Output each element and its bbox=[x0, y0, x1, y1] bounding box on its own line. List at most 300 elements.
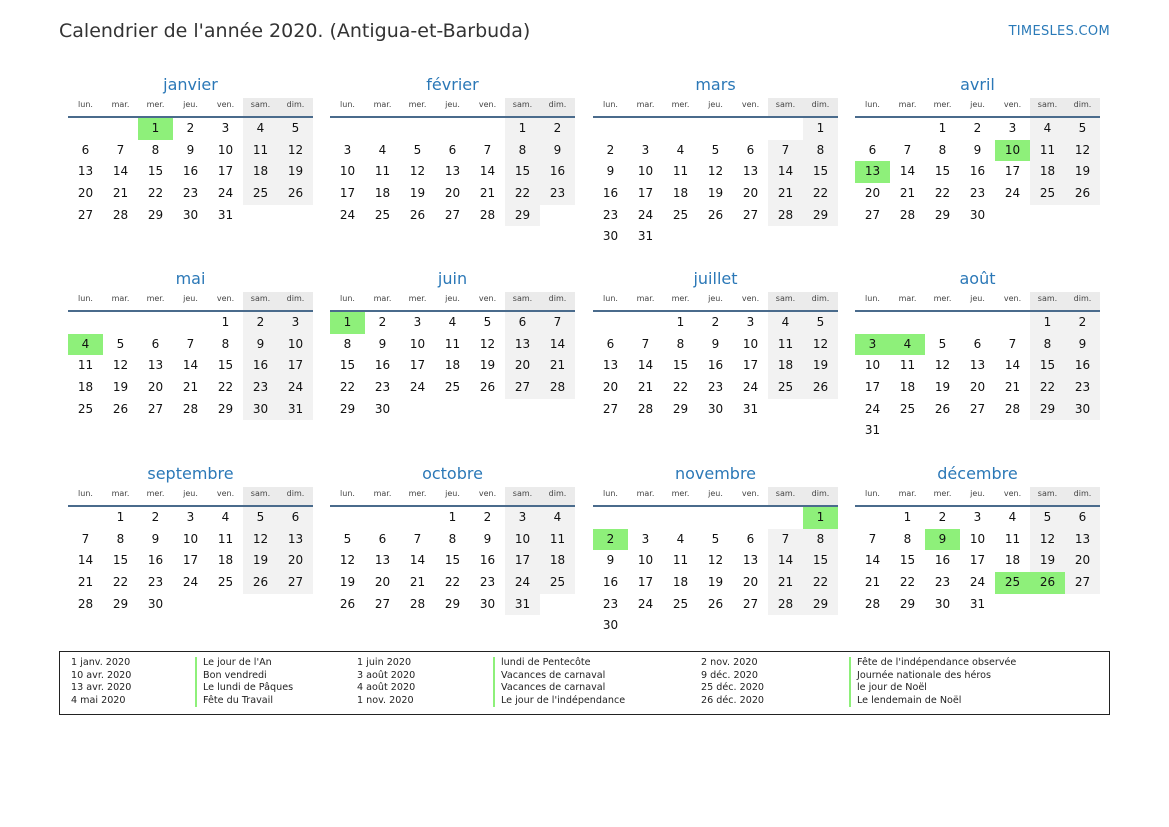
empty-day-cell bbox=[698, 118, 733, 140]
day-cell: 17 bbox=[637, 575, 654, 590]
week-row bbox=[593, 183, 838, 205]
day-cell: 25 bbox=[217, 575, 234, 590]
week-row bbox=[593, 594, 838, 616]
day-cell: 23 bbox=[602, 207, 619, 222]
day-cell: 3 bbox=[221, 121, 230, 135]
empty-day-cell bbox=[365, 118, 400, 140]
empty-day-cell bbox=[855, 507, 890, 529]
day-cell: 25 bbox=[1030, 183, 1065, 205]
weekday-header bbox=[330, 292, 575, 312]
day-cell: 16 bbox=[374, 358, 391, 373]
week-row bbox=[855, 572, 1100, 594]
day-cell: 24 bbox=[1004, 186, 1021, 201]
day-cell: 27 bbox=[1065, 572, 1100, 594]
day-cell: 24 bbox=[864, 401, 881, 416]
day-cell: 16 bbox=[147, 553, 164, 568]
empty-day-cell bbox=[593, 507, 628, 529]
holiday-date: 25 déc. 2020 bbox=[701, 682, 765, 694]
holiday-day-cell: 1 bbox=[330, 312, 365, 334]
weekday-label: ven. bbox=[1003, 489, 1022, 498]
week-row bbox=[68, 594, 313, 616]
day-cell: 8 bbox=[343, 336, 352, 351]
day-cell: 6 bbox=[868, 142, 877, 157]
weekday-label: dim. bbox=[1065, 487, 1100, 505]
holiday-date: 26 déc. 2020 bbox=[701, 694, 765, 706]
week-row bbox=[330, 118, 575, 140]
weekday-label: dim. bbox=[540, 487, 575, 505]
day-cell: 2 bbox=[1065, 312, 1100, 334]
weekday-header bbox=[593, 292, 838, 312]
day-cell: 29 bbox=[1030, 399, 1065, 421]
weekday-label: ven. bbox=[478, 489, 497, 498]
day-cell: 14 bbox=[540, 334, 575, 356]
day-cell: 13 bbox=[278, 529, 313, 551]
day-cell: 3 bbox=[746, 315, 755, 329]
day-cell: 24 bbox=[217, 186, 234, 201]
day-cell: 5 bbox=[278, 118, 313, 140]
day-cell: 30 bbox=[479, 596, 496, 611]
day-cell: 27 bbox=[374, 596, 391, 611]
weekday-label: mer. bbox=[933, 100, 952, 109]
weekday-label: sam. bbox=[1030, 487, 1065, 505]
day-cell: 11 bbox=[1004, 531, 1021, 546]
day-cell: 22 bbox=[934, 186, 951, 201]
month-8 bbox=[855, 266, 1100, 442]
week-row bbox=[593, 507, 838, 529]
brand-link[interactable]: TIMESLES.COM bbox=[1008, 24, 1110, 39]
weekday-header bbox=[855, 98, 1100, 118]
week-row bbox=[593, 161, 838, 183]
holiday-date: 10 avr. 2020 bbox=[71, 669, 132, 681]
day-cell: 8 bbox=[903, 531, 912, 546]
day-cell: 12 bbox=[1065, 140, 1100, 162]
day-cell: 8 bbox=[938, 142, 947, 157]
day-cell: 24 bbox=[742, 380, 759, 395]
day-cell: 21 bbox=[637, 380, 654, 395]
day-cell: 21 bbox=[479, 186, 496, 201]
day-cell: 7 bbox=[81, 531, 90, 546]
weekday-label: mar. bbox=[898, 100, 917, 109]
day-cell: 2 bbox=[938, 510, 947, 524]
empty-day-cell bbox=[628, 615, 663, 637]
holiday-dates-col-1 bbox=[71, 657, 131, 707]
day-cell: 29 bbox=[672, 401, 689, 416]
day-cell: 27 bbox=[444, 207, 461, 222]
weekday-header bbox=[68, 487, 313, 507]
day-cell: 2 bbox=[151, 510, 160, 524]
day-cell: 10 bbox=[217, 142, 234, 157]
day-cell: 7 bbox=[116, 142, 125, 157]
weekday-header bbox=[330, 487, 575, 507]
holiday-date: 4 août 2020 bbox=[357, 682, 416, 694]
day-cell: 27 bbox=[505, 377, 540, 399]
weekday-label: dim. bbox=[1065, 292, 1100, 310]
week-row bbox=[330, 507, 575, 529]
week-row bbox=[855, 161, 1100, 183]
empty-day-cell bbox=[68, 312, 103, 334]
holiday-dates-col-3 bbox=[701, 657, 764, 707]
holiday-name: Vacances de carnaval bbox=[501, 682, 606, 694]
empty-day-cell bbox=[803, 399, 838, 421]
day-cell: 23 bbox=[969, 186, 986, 201]
day-cell: 27 bbox=[77, 207, 94, 222]
empty-day-cell bbox=[925, 420, 960, 442]
holiday-name: Bon vendredi bbox=[203, 669, 267, 681]
empty-day-cell bbox=[243, 205, 278, 227]
day-cell: 17 bbox=[864, 380, 881, 395]
day-cell: 24 bbox=[505, 572, 540, 594]
week-row bbox=[68, 161, 313, 183]
day-cell: 6 bbox=[746, 142, 755, 157]
day-cell: 26 bbox=[112, 401, 129, 416]
day-cell: 30 bbox=[602, 618, 619, 633]
day-cell: 7 bbox=[540, 312, 575, 334]
week-row bbox=[855, 594, 1100, 616]
day-cell: 25 bbox=[444, 380, 461, 395]
day-cell: 17 bbox=[339, 186, 356, 201]
day-cell: 20 bbox=[505, 355, 540, 377]
empty-day-cell bbox=[890, 420, 925, 442]
day-cell: 24 bbox=[637, 207, 654, 222]
week-row bbox=[855, 312, 1100, 334]
day-cell: 13 bbox=[77, 164, 94, 179]
week-row bbox=[68, 572, 313, 594]
weekday-label: jeu. bbox=[183, 489, 198, 498]
day-cell: 29 bbox=[899, 596, 916, 611]
empty-day-cell bbox=[400, 507, 435, 529]
day-cell: 17 bbox=[409, 358, 426, 373]
month-name: novembre bbox=[674, 464, 757, 483]
day-cell: 11 bbox=[444, 336, 461, 351]
weekday-label: mer. bbox=[933, 489, 952, 498]
week-row bbox=[68, 118, 313, 140]
day-cell: 18 bbox=[1030, 161, 1065, 183]
day-cell: 21 bbox=[182, 380, 199, 395]
week-row bbox=[330, 183, 575, 205]
week-row bbox=[855, 399, 1100, 421]
day-cell: 11 bbox=[899, 358, 916, 373]
weekday-label: sam. bbox=[505, 487, 540, 505]
empty-day-cell bbox=[733, 118, 768, 140]
holiday-day-cell: 25 bbox=[995, 572, 1030, 594]
day-cell: 21 bbox=[409, 575, 426, 590]
day-cell: 15 bbox=[899, 553, 916, 568]
day-cell: 5 bbox=[243, 507, 278, 529]
empty-day-cell bbox=[1065, 420, 1100, 442]
day-cell: 2 bbox=[606, 142, 615, 157]
day-cell: 23 bbox=[147, 575, 164, 590]
day-cell: 24 bbox=[637, 596, 654, 611]
holiday-date: 3 août 2020 bbox=[357, 669, 416, 681]
weekday-label: jeu. bbox=[445, 489, 460, 498]
day-cell: 30 bbox=[1065, 399, 1100, 421]
day-cell: 5 bbox=[1030, 507, 1065, 529]
month-name: août bbox=[959, 269, 996, 288]
day-cell: 21 bbox=[864, 575, 881, 590]
day-cell: 21 bbox=[1004, 380, 1021, 395]
holiday-day-cell: 3 bbox=[855, 334, 890, 356]
day-cell: 29 bbox=[339, 401, 356, 416]
day-cell: 30 bbox=[602, 229, 619, 244]
empty-day-cell bbox=[1030, 205, 1065, 227]
day-cell: 7 bbox=[413, 531, 422, 546]
weekday-label: sam. bbox=[768, 292, 803, 310]
week-row bbox=[593, 550, 838, 572]
day-cell: 4 bbox=[378, 142, 387, 157]
month-name: mai bbox=[175, 269, 206, 288]
weekday-label: ven. bbox=[741, 100, 760, 109]
week-row bbox=[330, 399, 575, 421]
weekday-label: jeu. bbox=[708, 294, 723, 303]
holiday-day-cell: 1 bbox=[803, 507, 838, 529]
empty-day-cell bbox=[995, 312, 1030, 334]
day-cell: 25 bbox=[672, 207, 689, 222]
day-cell: 17 bbox=[742, 358, 759, 373]
day-cell: 28 bbox=[77, 596, 94, 611]
day-cell: 1 bbox=[938, 121, 947, 135]
day-cell: 9 bbox=[1065, 334, 1100, 356]
day-cell: 12 bbox=[278, 140, 313, 162]
empty-day-cell bbox=[505, 399, 540, 421]
day-cell: 10 bbox=[637, 164, 654, 179]
day-cell: 15 bbox=[505, 161, 540, 183]
day-cell: 23 bbox=[707, 380, 724, 395]
weekday-label: dim. bbox=[540, 292, 575, 310]
month-3 bbox=[593, 72, 838, 248]
day-cell: 26 bbox=[934, 401, 951, 416]
day-cell: 24 bbox=[409, 380, 426, 395]
holiday-names-col-3 bbox=[849, 657, 1016, 707]
empty-day-cell bbox=[698, 615, 733, 637]
day-cell: 28 bbox=[637, 401, 654, 416]
day-cell: 14 bbox=[899, 164, 916, 179]
day-cell: 18 bbox=[672, 575, 689, 590]
day-cell: 2 bbox=[483, 510, 492, 524]
day-cell: 20 bbox=[147, 380, 164, 395]
empty-day-cell bbox=[435, 118, 470, 140]
day-cell: 10 bbox=[969, 531, 986, 546]
weekday-label: jeu. bbox=[445, 100, 460, 109]
weekday-label: jeu. bbox=[970, 100, 985, 109]
day-cell: 18 bbox=[243, 161, 278, 183]
weekday-label: jeu. bbox=[708, 100, 723, 109]
day-cell: 10 bbox=[278, 334, 313, 356]
week-row bbox=[68, 183, 313, 205]
weekday-label: lun. bbox=[865, 100, 880, 109]
day-cell: 7 bbox=[641, 336, 650, 351]
day-cell: 10 bbox=[409, 336, 426, 351]
week-row bbox=[855, 420, 1100, 442]
weekday-label: ven. bbox=[478, 100, 497, 109]
day-cell: 13 bbox=[742, 164, 759, 179]
week-row bbox=[593, 572, 838, 594]
holiday-date: 1 juin 2020 bbox=[357, 657, 412, 668]
day-cell: 4 bbox=[540, 507, 575, 529]
day-cell: 23 bbox=[540, 183, 575, 205]
week-row bbox=[855, 529, 1100, 551]
weekday-label: ven. bbox=[1003, 100, 1022, 109]
day-cell: 22 bbox=[217, 380, 234, 395]
day-cell: 17 bbox=[182, 553, 199, 568]
day-cell: 31 bbox=[864, 423, 881, 438]
empty-day-cell bbox=[663, 507, 698, 529]
empty-day-cell bbox=[960, 420, 995, 442]
day-cell: 16 bbox=[540, 161, 575, 183]
day-cell: 26 bbox=[1065, 183, 1100, 205]
day-cell: 5 bbox=[116, 336, 125, 351]
day-cell: 28 bbox=[112, 207, 129, 222]
day-cell: 20 bbox=[864, 186, 881, 201]
day-cell: 1 bbox=[903, 510, 912, 524]
empty-day-cell bbox=[768, 399, 803, 421]
day-cell: 26 bbox=[707, 207, 724, 222]
day-cell: 20 bbox=[444, 186, 461, 201]
day-cell: 6 bbox=[1065, 507, 1100, 529]
day-cell: 19 bbox=[479, 358, 496, 373]
day-cell: 22 bbox=[505, 183, 540, 205]
empty-day-cell bbox=[733, 226, 768, 248]
day-cell: 18 bbox=[444, 358, 461, 373]
day-cell: 6 bbox=[505, 312, 540, 334]
day-cell: 20 bbox=[602, 380, 619, 395]
weekday-label: ven. bbox=[478, 294, 497, 303]
week-row bbox=[68, 550, 313, 572]
holiday-day-cell: 1 bbox=[138, 118, 173, 140]
week-row bbox=[593, 205, 838, 227]
day-cell: 15 bbox=[444, 553, 461, 568]
day-cell: 8 bbox=[151, 142, 160, 157]
weekday-label: sam. bbox=[243, 487, 278, 505]
week-row bbox=[68, 355, 313, 377]
day-cell: 30 bbox=[707, 401, 724, 416]
holiday-name: Fête du Travail bbox=[203, 694, 273, 706]
day-cell: 19 bbox=[1065, 161, 1100, 183]
week-row bbox=[855, 355, 1100, 377]
day-cell: 23 bbox=[182, 186, 199, 201]
empty-day-cell bbox=[1030, 594, 1065, 616]
day-cell: 28 bbox=[540, 377, 575, 399]
empty-day-cell bbox=[995, 420, 1030, 442]
day-cell: 6 bbox=[378, 531, 387, 546]
day-cell: 25 bbox=[77, 401, 94, 416]
day-cell: 16 bbox=[707, 358, 724, 373]
weekday-label: ven. bbox=[216, 100, 235, 109]
day-cell: 20 bbox=[1065, 550, 1100, 572]
week-row bbox=[593, 377, 838, 399]
week-row bbox=[855, 118, 1100, 140]
empty-day-cell bbox=[540, 594, 575, 616]
day-cell: 8 bbox=[1030, 334, 1065, 356]
month-7 bbox=[593, 266, 838, 420]
day-cell: 25 bbox=[672, 596, 689, 611]
day-cell: 19 bbox=[934, 380, 951, 395]
weekday-label: lun. bbox=[865, 489, 880, 498]
weekday-label: lun. bbox=[340, 294, 355, 303]
empty-day-cell bbox=[68, 118, 103, 140]
day-cell: 8 bbox=[803, 529, 838, 551]
holiday-day-cell: 2 bbox=[593, 529, 628, 551]
empty-day-cell bbox=[733, 507, 768, 529]
weekday-label: lun. bbox=[603, 294, 618, 303]
day-cell: 5 bbox=[711, 531, 720, 546]
weekday-label: mer. bbox=[408, 294, 427, 303]
day-cell: 14 bbox=[409, 553, 426, 568]
empty-day-cell bbox=[278, 205, 313, 227]
day-cell: 10 bbox=[339, 164, 356, 179]
day-cell: 23 bbox=[602, 596, 619, 611]
day-cell: 16 bbox=[934, 553, 951, 568]
day-cell: 28 bbox=[1004, 401, 1021, 416]
empty-day-cell bbox=[768, 118, 803, 140]
empty-day-cell bbox=[855, 118, 890, 140]
day-cell: 2 bbox=[711, 315, 720, 329]
empty-day-cell bbox=[103, 118, 138, 140]
day-cell: 18 bbox=[540, 550, 575, 572]
day-cell: 11 bbox=[374, 164, 391, 179]
empty-day-cell bbox=[173, 594, 208, 616]
empty-day-cell bbox=[365, 507, 400, 529]
day-cell: 16 bbox=[182, 164, 199, 179]
weekday-label: mer. bbox=[408, 100, 427, 109]
day-cell: 20 bbox=[742, 186, 759, 201]
month-4 bbox=[855, 72, 1100, 226]
month-10 bbox=[330, 461, 575, 615]
day-cell: 28 bbox=[768, 205, 803, 227]
weekday-label: mer. bbox=[671, 100, 690, 109]
day-cell: 25 bbox=[243, 183, 278, 205]
day-cell: 29 bbox=[803, 594, 838, 616]
day-cell: 17 bbox=[217, 164, 234, 179]
empty-day-cell bbox=[803, 615, 838, 637]
empty-day-cell bbox=[768, 615, 803, 637]
day-cell: 4 bbox=[1008, 510, 1017, 524]
day-cell: 27 bbox=[602, 401, 619, 416]
day-cell: 28 bbox=[768, 594, 803, 616]
day-cell: 12 bbox=[243, 529, 278, 551]
weekday-label: mer. bbox=[408, 489, 427, 498]
empty-day-cell bbox=[698, 226, 733, 248]
month-9 bbox=[68, 461, 313, 615]
day-cell: 1 bbox=[803, 118, 838, 140]
holiday-name: Le lendemain de Noël bbox=[857, 694, 962, 706]
weekday-label: mar. bbox=[898, 294, 917, 303]
empty-day-cell bbox=[243, 594, 278, 616]
month-name: octobre bbox=[422, 464, 483, 483]
day-cell: 23 bbox=[479, 575, 496, 590]
weekday-label: lun. bbox=[78, 100, 93, 109]
empty-day-cell bbox=[733, 615, 768, 637]
day-cell: 16 bbox=[602, 186, 619, 201]
day-cell: 21 bbox=[77, 575, 94, 590]
empty-day-cell bbox=[855, 312, 890, 334]
day-cell: 16 bbox=[969, 164, 986, 179]
day-cell: 6 bbox=[973, 336, 982, 351]
day-cell: 24 bbox=[969, 575, 986, 590]
day-cell: 12 bbox=[934, 358, 951, 373]
week-row bbox=[330, 140, 575, 162]
day-cell: 7 bbox=[1008, 336, 1017, 351]
week-row bbox=[330, 355, 575, 377]
day-cell: 18 bbox=[217, 553, 234, 568]
day-cell: 28 bbox=[479, 207, 496, 222]
empty-day-cell bbox=[663, 615, 698, 637]
day-cell: 6 bbox=[151, 336, 160, 351]
day-cell: 19 bbox=[278, 161, 313, 183]
day-cell: 27 bbox=[742, 596, 759, 611]
week-row bbox=[330, 312, 575, 334]
day-cell: 31 bbox=[637, 229, 654, 244]
month-11 bbox=[593, 461, 838, 637]
